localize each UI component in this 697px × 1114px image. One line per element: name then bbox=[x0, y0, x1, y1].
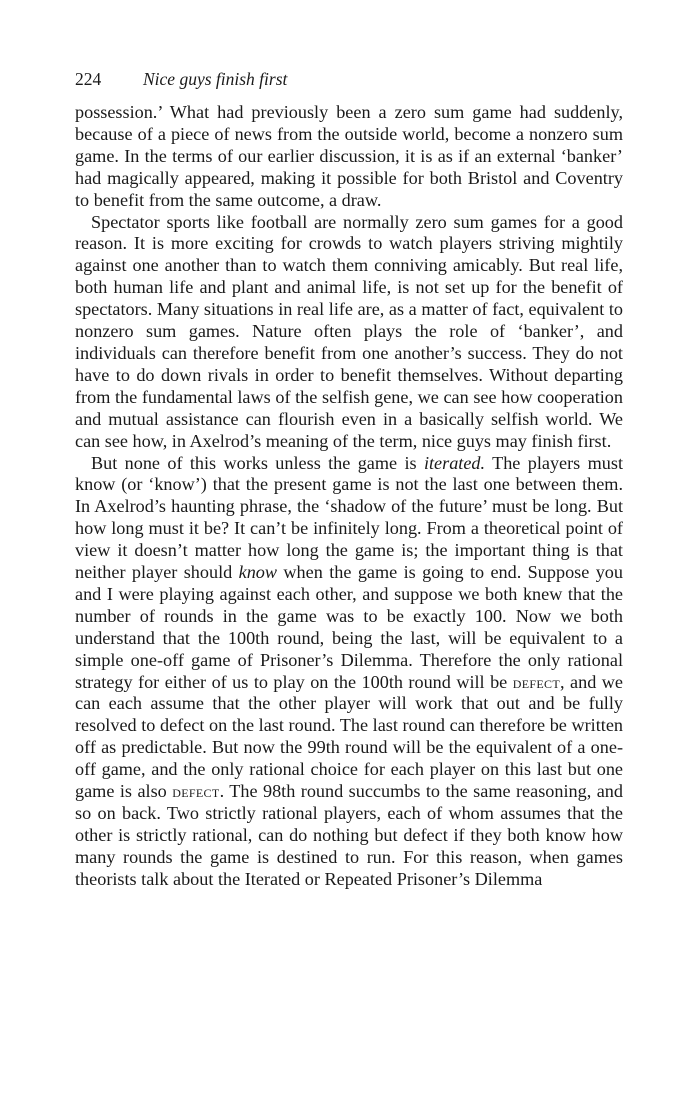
paragraph-text: Spectator sports like football are normally zero sum games for a good reason. It is more exciting for crowds to watch players striving mightily against one another than to watch them conniving amicably. But real life, both human life and plant and animal life, is not set up for the benefit of spectators. Many situations in real life are, as a matter of fact, equivalent to nonzero sum games. Nature often plays the role of ‘banker’, and individuals can therefore benefit from one another’s success. They do not have to do down rivals in order to benefit themselves. Without departing from the fundamental laws of the selfish gene, we can see how cooperation and mutual assistance can flourish even in a basically selfish world. We can see how, in Axelrod’s meaning of the term, nice guys may finish first. bbox=[75, 211, 623, 451]
paragraph-3 bbox=[75, 453, 623, 891]
running-title: Nice guys finish first bbox=[143, 69, 288, 89]
paragraph-text: But none of this works unless the game is bbox=[91, 452, 424, 473]
paragraph-text: possession.’ What had previously been a zero sum game had suddenly, because of a piece of news from the outside world, become a nonzero sum game. In the terms of our earlier discussion, it is as if an external ‘banker’ had magically appeared, making it possible for both Bristol and Coventry to benefit from the same outcome, a draw. bbox=[75, 102, 623, 210]
paragraph-text: . The 98th round succumbs to the same reasoning, and so on back. Two strictly rational players, each of whom assumes that the other is strictly rational, can do nothing but defect if they both know how many rounds the game is destined to run. For this reason, when games theorists talk about the Iterated or Repeated Prisoner’s Dilemma bbox=[75, 781, 623, 889]
emphasis-iterated: iterated. bbox=[423, 452, 486, 473]
paragraph-2 bbox=[75, 212, 623, 453]
body-text bbox=[75, 102, 623, 891]
paragraph-1 bbox=[75, 102, 623, 212]
running-head bbox=[75, 66, 623, 102]
paragraph-text: The players must know (or ‘know’) that the present game is not the last one between them. In Axelrod’s haunting phrase, the ‘shadow of the future’ must be long. But how long must it be? It can’t be infinitely long. From a theoretical point of view it doesn’t matter how long the game is; the important thing is that neither player should bbox=[75, 452, 623, 583]
paragraph-text: , and we can each assume that the other player will work that out and be fully resolved to defect on the last round. The last round can therefore be written off as predictable. But now the 99th round will be the equivalent of a one-off game, and the only rational choice for each player on this last but one game is also bbox=[75, 671, 623, 802]
page-number: 224 bbox=[75, 69, 102, 89]
strategy-defect: defect bbox=[512, 672, 561, 692]
book-page bbox=[75, 66, 623, 891]
strategy-defect: defect bbox=[172, 782, 220, 802]
emphasis-know: know bbox=[238, 562, 278, 583]
paragraph-text: when the game is going to end. Suppose you and I were playing against each other, and suppose we both knew that the number of rounds in the game was to be exactly 100. Now we both understand that the 100th round, being the last, will be equivalent to a simple one-off game of Prisoner’s Dilemma. Therefore the only rational strategy for either of us to play on the 100th round will be bbox=[75, 562, 623, 692]
